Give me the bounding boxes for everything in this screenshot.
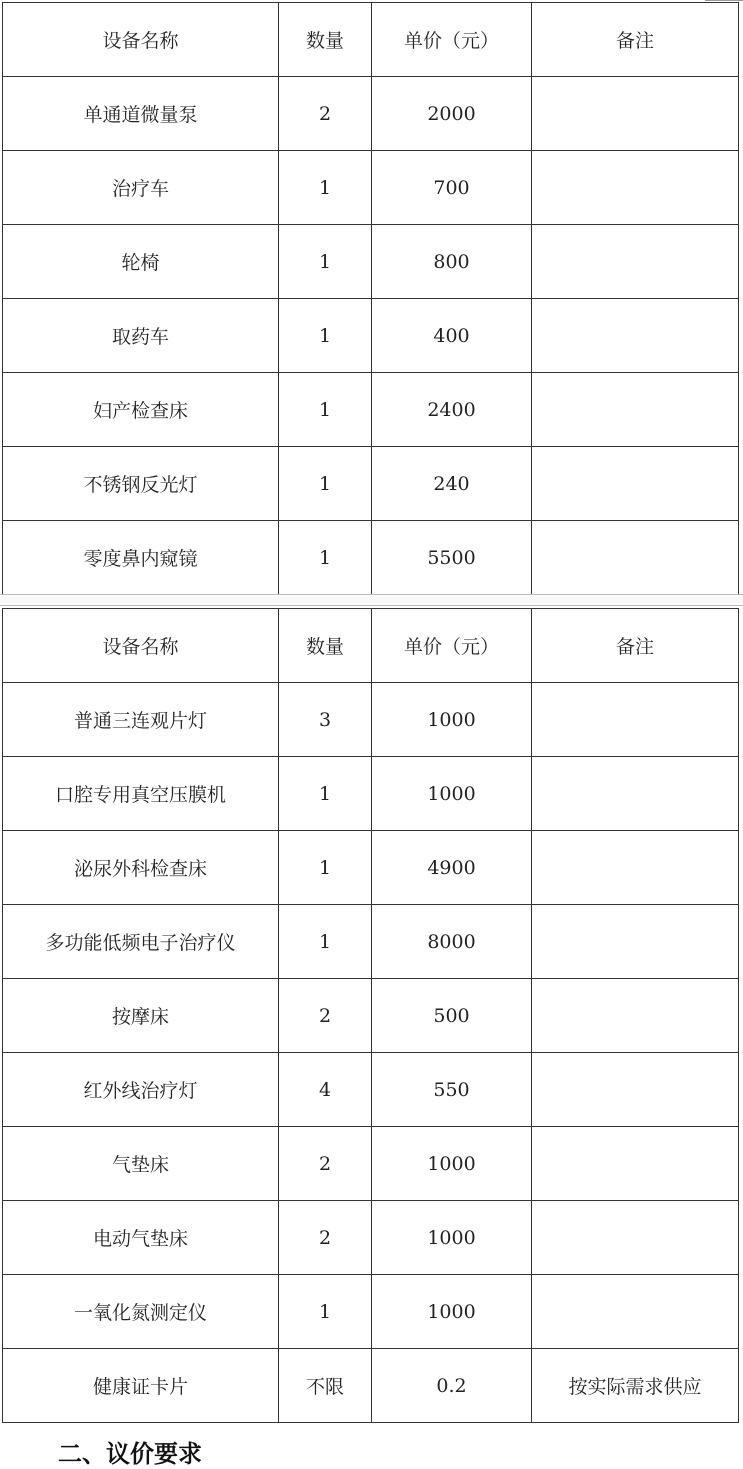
cell-note bbox=[532, 1053, 739, 1127]
cell-name: 按摩床 bbox=[3, 979, 279, 1053]
cell-name: 一氧化氮测定仪 bbox=[3, 1275, 279, 1349]
cell-price: 550 bbox=[372, 1053, 532, 1127]
table-row bbox=[3, 77, 739, 151]
cell-qty: 2 bbox=[279, 77, 372, 151]
cell-note bbox=[532, 151, 739, 225]
cell-name: 红外线治疗灯 bbox=[3, 1053, 279, 1127]
header-name: 设备名称 bbox=[3, 3, 279, 77]
cell-price: 500 bbox=[372, 979, 532, 1053]
cell-name: 不锈钢反光灯 bbox=[3, 447, 279, 521]
table-row bbox=[3, 225, 739, 299]
table-row bbox=[3, 299, 739, 373]
cell-name: 治疗车 bbox=[3, 151, 279, 225]
table-row bbox=[3, 979, 739, 1053]
table-row bbox=[3, 151, 739, 225]
cell-note: 按实际需求供应 bbox=[532, 1349, 739, 1423]
cell-price: 700 bbox=[372, 151, 532, 225]
header-row bbox=[3, 3, 739, 77]
header-qty: 数量 bbox=[279, 609, 372, 683]
cell-note bbox=[532, 905, 739, 979]
table-row bbox=[3, 447, 739, 521]
page-edge-mark bbox=[705, 0, 743, 1]
equipment-table-2 bbox=[2, 608, 739, 1423]
cell-qty: 1 bbox=[279, 831, 372, 905]
cell-price: 400 bbox=[372, 299, 532, 373]
equipment-table-1 bbox=[2, 2, 739, 595]
table-row bbox=[3, 1349, 739, 1423]
cell-name: 多功能低频电子治疗仪 bbox=[3, 905, 279, 979]
cell-price: 5500 bbox=[372, 521, 532, 595]
table-row bbox=[3, 831, 739, 905]
cell-note bbox=[532, 1201, 739, 1275]
header-note: 备注 bbox=[532, 3, 739, 77]
header-qty: 数量 bbox=[279, 3, 372, 77]
cell-name: 单通道微量泵 bbox=[3, 77, 279, 151]
cell-name: 气垫床 bbox=[3, 1127, 279, 1201]
table-row bbox=[3, 1053, 739, 1127]
cell-name: 健康证卡片 bbox=[3, 1349, 279, 1423]
cell-name: 妇产检查床 bbox=[3, 373, 279, 447]
cell-qty: 2 bbox=[279, 979, 372, 1053]
cell-qty: 不限 bbox=[279, 1349, 372, 1423]
cell-price: 1000 bbox=[372, 1127, 532, 1201]
header-row bbox=[3, 609, 739, 683]
cell-qty: 1 bbox=[279, 373, 372, 447]
cell-note bbox=[532, 447, 739, 521]
header-note: 备注 bbox=[532, 609, 739, 683]
cell-qty: 1 bbox=[279, 151, 372, 225]
cell-note bbox=[532, 1127, 739, 1201]
cell-price: 2000 bbox=[372, 77, 532, 151]
cell-price: 4900 bbox=[372, 831, 532, 905]
cell-qty: 1 bbox=[279, 1275, 372, 1349]
cell-note bbox=[532, 757, 739, 831]
cell-note bbox=[532, 77, 739, 151]
cell-note bbox=[532, 521, 739, 595]
cell-price: 0.2 bbox=[372, 1349, 532, 1423]
cell-qty: 1 bbox=[279, 905, 372, 979]
section-heading: 二、议价要求 bbox=[58, 1440, 202, 1468]
cell-note bbox=[532, 683, 739, 757]
cell-name: 轮椅 bbox=[3, 225, 279, 299]
cell-note bbox=[532, 979, 739, 1053]
cell-qty: 3 bbox=[279, 683, 372, 757]
table-row bbox=[3, 1201, 739, 1275]
cell-note bbox=[532, 225, 739, 299]
cell-name: 零度鼻内窥镜 bbox=[3, 521, 279, 595]
cell-price: 1000 bbox=[372, 683, 532, 757]
cell-price: 1000 bbox=[372, 1201, 532, 1275]
cell-note bbox=[532, 1275, 739, 1349]
cell-name: 电动气垫床 bbox=[3, 1201, 279, 1275]
table-row bbox=[3, 521, 739, 595]
cell-price: 1000 bbox=[372, 1275, 532, 1349]
cell-name: 口腔专用真空压膜机 bbox=[3, 757, 279, 831]
cell-qty: 1 bbox=[279, 299, 372, 373]
header-name: 设备名称 bbox=[3, 609, 279, 683]
cell-qty: 2 bbox=[279, 1201, 372, 1275]
cell-qty: 1 bbox=[279, 757, 372, 831]
cell-qty: 1 bbox=[279, 521, 372, 595]
cell-price: 240 bbox=[372, 447, 532, 521]
table-row bbox=[3, 1275, 739, 1349]
cell-price: 800 bbox=[372, 225, 532, 299]
table-row bbox=[3, 373, 739, 447]
cell-note bbox=[532, 831, 739, 905]
cell-name: 取药车 bbox=[3, 299, 279, 373]
cell-note bbox=[532, 299, 739, 373]
table-row bbox=[3, 683, 739, 757]
header-price: 单价（元） bbox=[372, 609, 532, 683]
cell-qty: 4 bbox=[279, 1053, 372, 1127]
header-price: 单价（元） bbox=[372, 3, 532, 77]
cell-name: 泌尿外科检查床 bbox=[3, 831, 279, 905]
cell-price: 1000 bbox=[372, 757, 532, 831]
page-break bbox=[0, 594, 743, 606]
cell-price: 8000 bbox=[372, 905, 532, 979]
cell-qty: 1 bbox=[279, 447, 372, 521]
cell-note bbox=[532, 373, 739, 447]
cell-qty: 1 bbox=[279, 225, 372, 299]
cell-price: 2400 bbox=[372, 373, 532, 447]
cell-qty: 2 bbox=[279, 1127, 372, 1201]
table-row bbox=[3, 1127, 739, 1201]
table-row bbox=[3, 905, 739, 979]
cell-name: 普通三连观片灯 bbox=[3, 683, 279, 757]
table-row bbox=[3, 757, 739, 831]
